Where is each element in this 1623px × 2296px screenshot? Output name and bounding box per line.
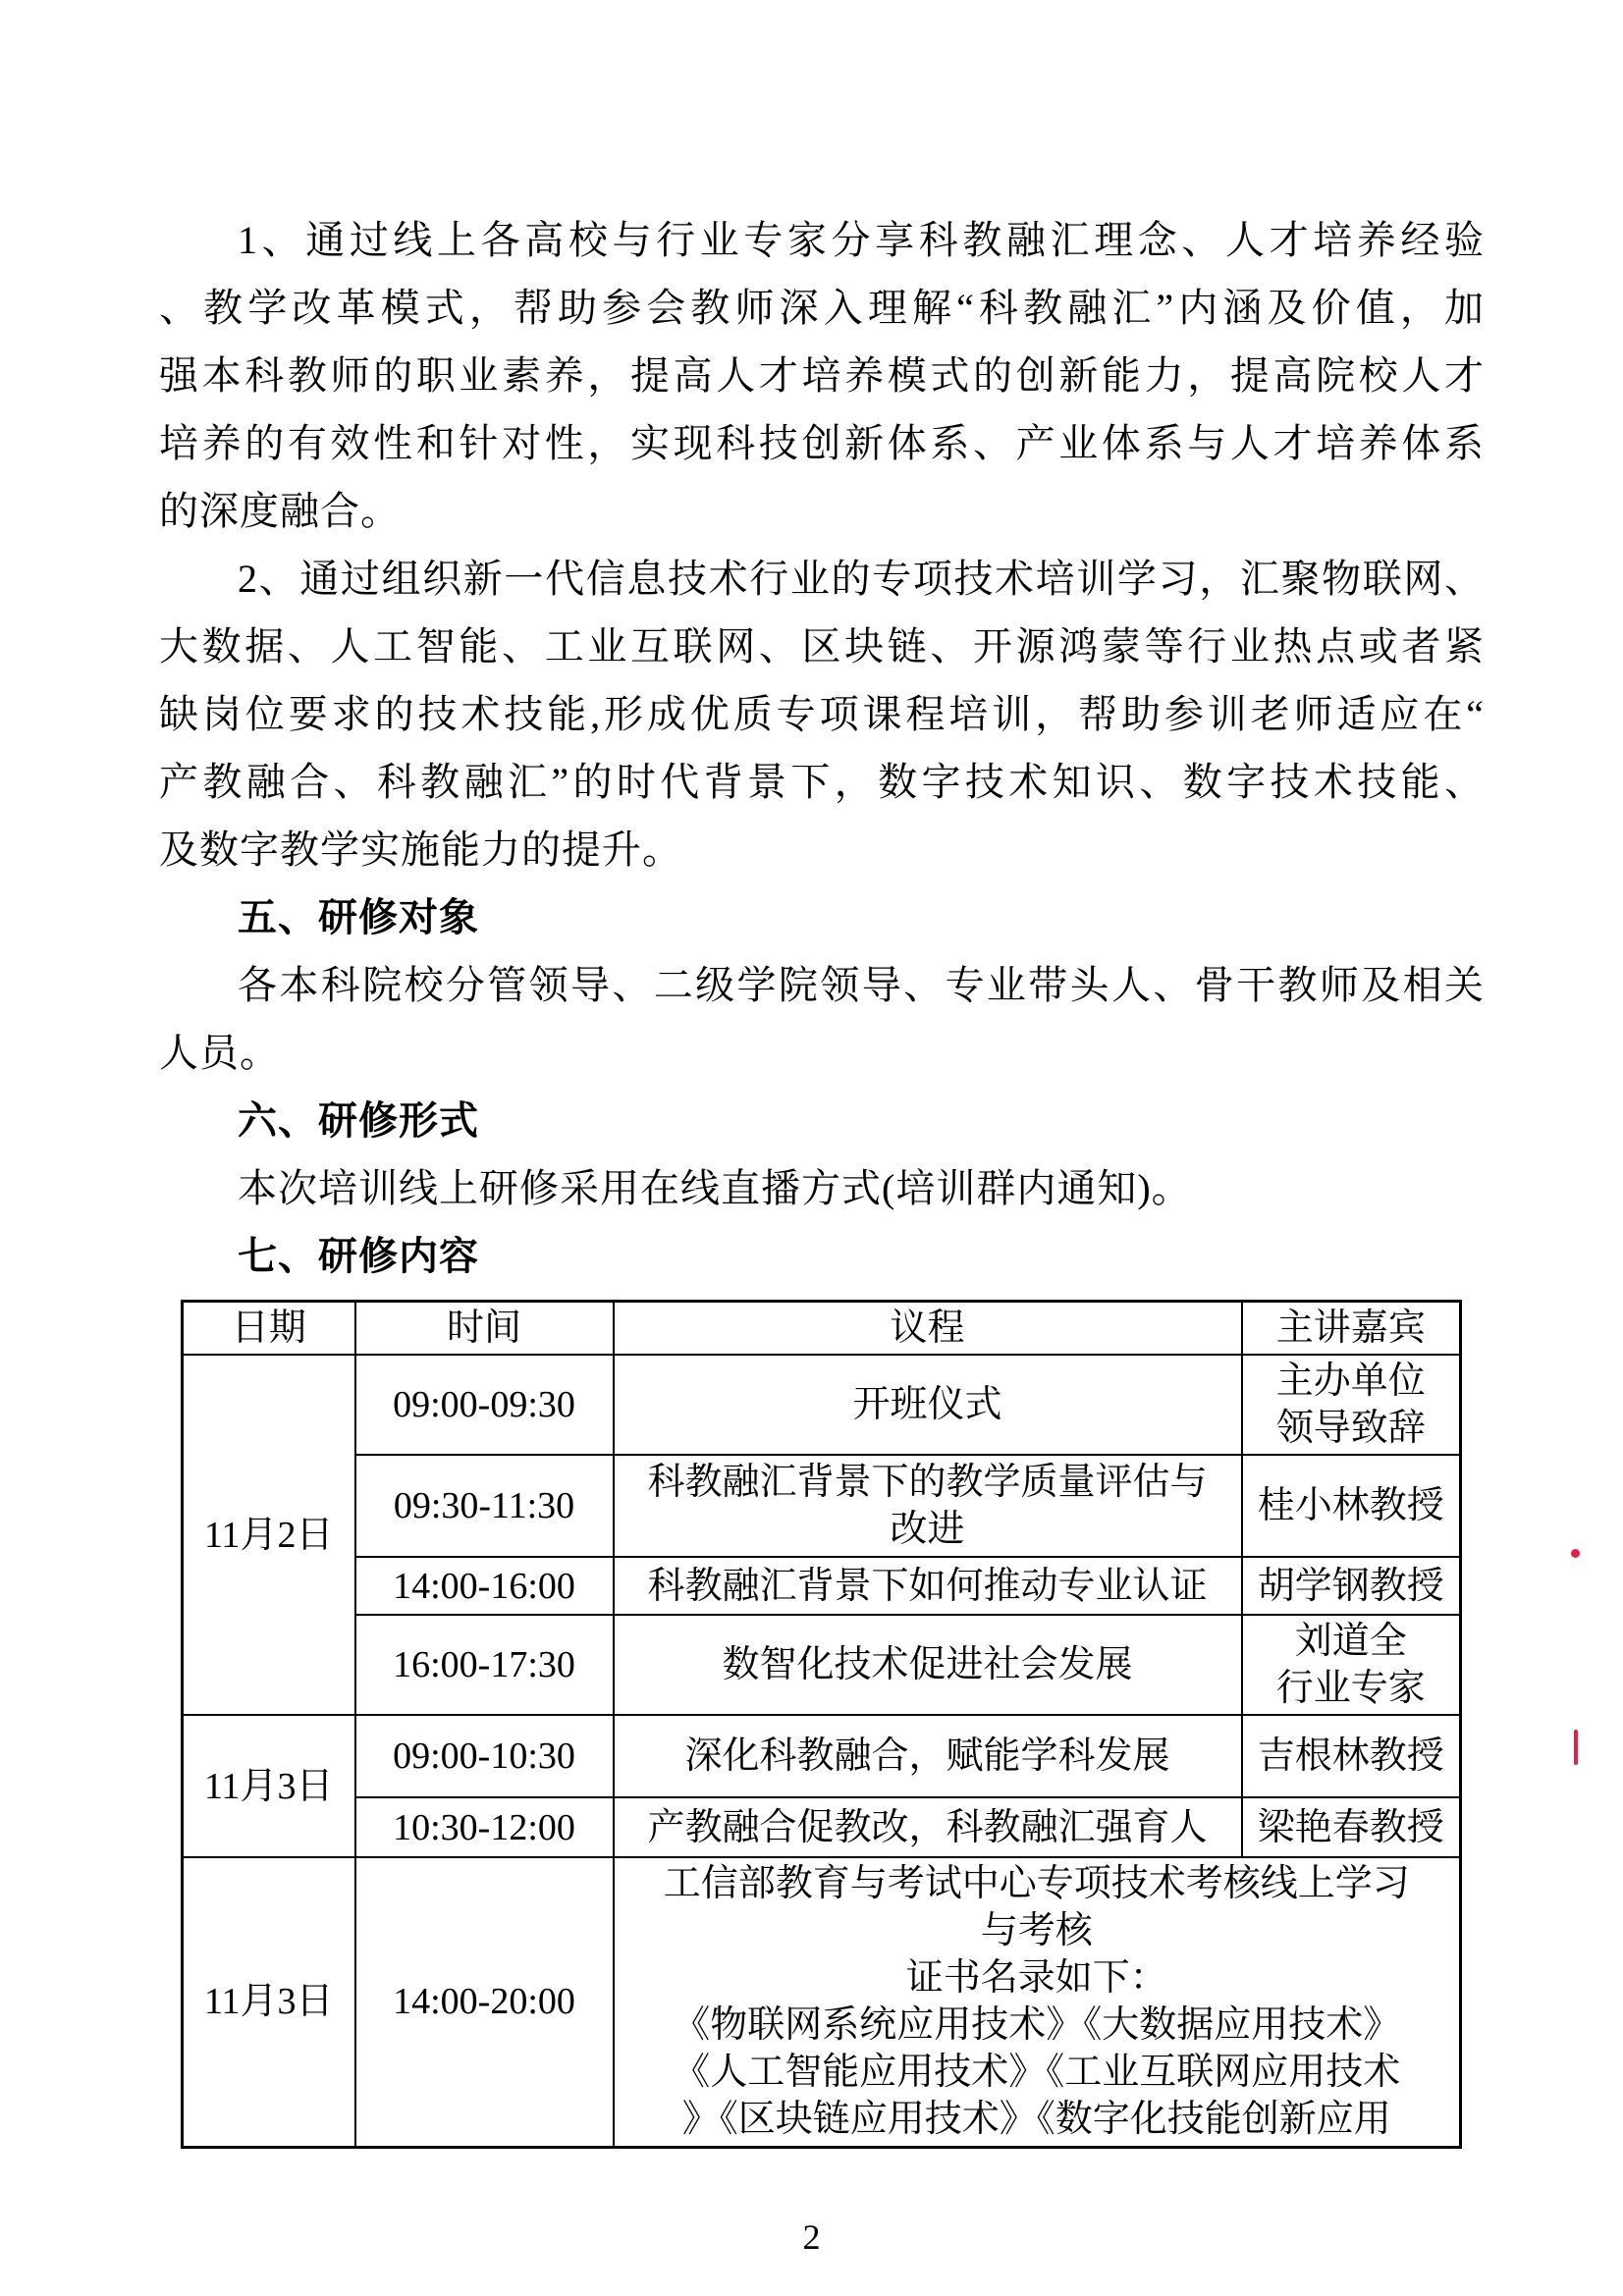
speaker-cell-line: 行业专家 xyxy=(1275,1668,1426,1709)
page-number: 2 xyxy=(802,2217,821,2257)
speaker-cell-line: 胡学钢教授 xyxy=(1257,1565,1444,1607)
paragraph-line: 大数据、人工智能、工业互联网、区块链、开源鸿蒙等行业热点或者紧 xyxy=(159,624,1485,668)
section-heading: 六、研修形式 xyxy=(238,1098,479,1143)
column-header: 日期 xyxy=(183,1302,355,1356)
agenda-cell xyxy=(614,1557,1242,1615)
date-cell: 11月3日 xyxy=(183,1857,355,2147)
agenda-cell-line: 深化科教融合，赋能学科发展 xyxy=(684,1735,1170,1777)
agenda-cell-line: 开班仪式 xyxy=(852,1384,1002,1425)
paragraph-line: 1、通过线上各高校与行业专家分享科教融汇理念、人才培养经验 xyxy=(238,218,1485,262)
red-dash-annotation xyxy=(1574,1730,1578,1765)
section-heading: 七、研修内容 xyxy=(238,1234,479,1278)
speaker-cell-line: 刘道全 xyxy=(1294,1621,1407,1662)
agenda-cell-line: 科教融汇背景下如何推动专业认证 xyxy=(647,1565,1208,1607)
column-header: 时间 xyxy=(355,1302,614,1356)
column-header: 议程 xyxy=(614,1302,1242,1356)
section-heading: 五、研修对象 xyxy=(238,895,479,939)
paragraph-line: 缺岗位要求的技术技能,形成优质专项课程培训，帮助参训老师适应在“ xyxy=(159,692,1485,736)
speaker-cell xyxy=(1242,1455,1461,1557)
speaker-cell-line: 梁艳春教授 xyxy=(1257,1806,1444,1848)
agenda-cell xyxy=(614,1797,1242,1857)
agenda-cell-line: 科教融汇背景下的教学质量评估与 xyxy=(647,1462,1208,1503)
paragraph-line: 产教融合、科教融汇”的时代背景下，数字技术知识、数字技术技能、 xyxy=(159,760,1485,804)
agenda-cell xyxy=(614,1715,1242,1797)
paragraph-line: 本次培训线上研修采用在线直播方式(培训群内通知)。 xyxy=(238,1166,1192,1210)
time-cell: 10:30-12:00 xyxy=(355,1797,614,1857)
speaker-cell xyxy=(1242,1557,1461,1615)
table-row xyxy=(183,1715,1461,1797)
time-cell: 16:00-17:30 xyxy=(355,1615,614,1715)
table-row xyxy=(183,1857,1461,2147)
speaker-cell-line: 主办单位 xyxy=(1275,1361,1426,1402)
speaker-cell-line: 吉根林教授 xyxy=(1257,1735,1444,1777)
agenda-cell xyxy=(614,1355,1242,1455)
paragraph-line: 2、通过组织新一代信息技术行业的专项技术培训学习，汇聚物联网、 xyxy=(238,557,1485,601)
speaker-cell-line: 领导致辞 xyxy=(1275,1408,1426,1449)
table-row xyxy=(183,1615,1461,1715)
paragraph-line: 的深度融合。 xyxy=(159,489,401,533)
table-row xyxy=(183,1355,1461,1455)
table-row xyxy=(183,1797,1461,1857)
time-cell: 14:00-16:00 xyxy=(355,1557,614,1615)
red-dot-annotation xyxy=(1571,1549,1580,1558)
agenda-cell xyxy=(614,1857,1461,2147)
date-cell: 11月2日 xyxy=(183,1355,355,1715)
speaker-cell xyxy=(1242,1715,1461,1797)
paragraph-line: 强本科教师的职业素养，提高人才培养模式的创新能力，提高院校人才 xyxy=(159,353,1485,398)
agenda-cell-line: 《物联网系统应用技术》《大数据应用技术》 xyxy=(673,2004,1401,2047)
time-cell: 14:00-20:00 xyxy=(355,1857,614,2147)
date-cell: 11月3日 xyxy=(183,1715,355,1857)
agenda-cell-line: 数智化技术促进社会发展 xyxy=(722,1644,1133,1685)
paragraph-line: 各本科院校分管领导、二级学院领导、专业带头人、骨干教师及相关 xyxy=(238,963,1485,1007)
agenda-cell-line: 改进 xyxy=(890,1509,965,1550)
paragraph-line: 及数字教学实施能力的提升。 xyxy=(159,828,682,872)
agenda-cell-line: 《人工智能应用技术》《工业互联网应用技术 xyxy=(673,2052,1401,2094)
table-row xyxy=(183,1455,1461,1557)
speaker-cell xyxy=(1242,1355,1461,1455)
paragraph-line: 、教学改革模式，帮助参会教师深入理解“科教融汇”内涵及价值，加 xyxy=(159,286,1485,330)
speaker-cell-line: 桂小林教授 xyxy=(1257,1485,1444,1526)
paragraph-line: 人员。 xyxy=(159,1031,280,1075)
column-header: 主讲嘉宾 xyxy=(1242,1302,1461,1356)
agenda-cell-line: 》《区块链应用技术》《数字化技能创新应用 xyxy=(681,2099,1391,2141)
agenda-cell-line: 证书名录如下： xyxy=(905,1957,1167,2000)
paragraph-line: 培养的有效性和针对性，实现科技创新体系、产业体系与人才培养体系 xyxy=(159,421,1485,465)
schedule-table xyxy=(181,1300,1462,2149)
agenda-cell xyxy=(614,1615,1242,1715)
time-cell: 09:00-10:30 xyxy=(355,1715,614,1797)
table-row xyxy=(183,1557,1461,1615)
time-cell: 09:00-09:30 xyxy=(355,1355,614,1455)
speaker-cell xyxy=(1242,1615,1461,1715)
time-cell: 09:30-11:30 xyxy=(355,1455,614,1557)
speaker-cell xyxy=(1242,1797,1461,1857)
agenda-cell-line: 与考核 xyxy=(980,1910,1093,1952)
agenda-cell-line: 产教融合促教改，科教融汇强育人 xyxy=(647,1806,1208,1848)
body-text xyxy=(159,206,1485,1290)
agenda-cell xyxy=(614,1455,1242,1557)
agenda-cell-line: 工信部教育与考试中心专项技术考核线上学习 xyxy=(663,1863,1410,1905)
